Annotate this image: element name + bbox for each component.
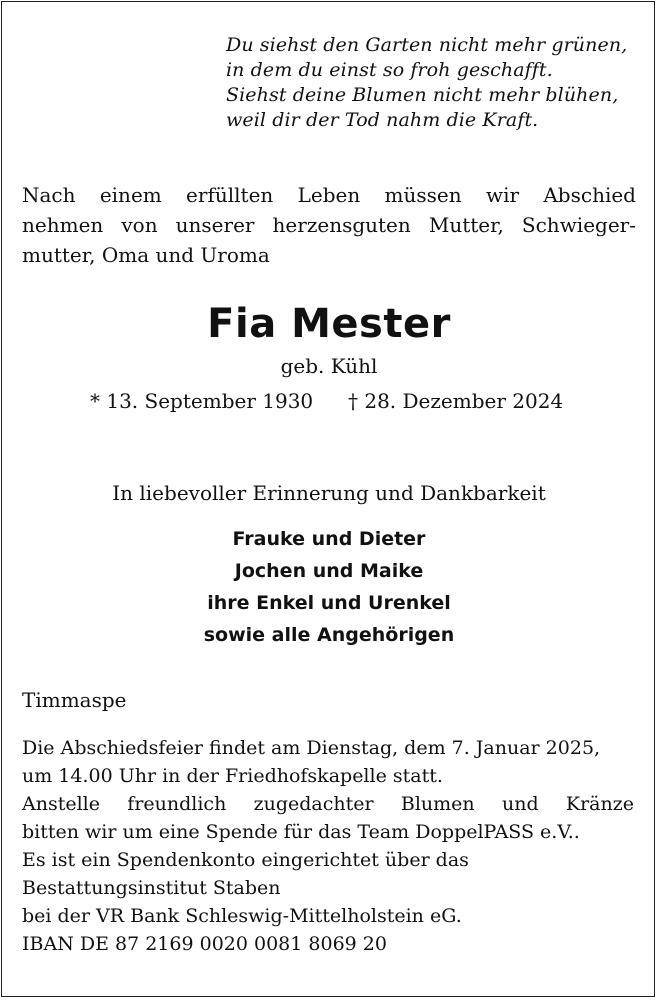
funeral-line: bei der VR Bank Schleswig-Mittelholstein eG. [22,905,462,927]
mourner: Jochen und Maike [234,560,424,582]
intro-line: Nach einem erfüllten Leben müssen wir Abschied [22,183,636,207]
poem-line: in dem du einst so froh geschafft. [226,59,553,81]
funeral-line: Anstelle freundlich zugedachter Blumen und Kränze [22,793,634,815]
death-date: † 28. Dezember 2024 [348,389,564,413]
intro-line: nehmen von unserer herzensguten Mutter, Schwieger- [22,213,636,237]
funeral-line: um 14.00 Uhr in der Friedhofskapelle statt. [22,765,443,787]
iban: IBAN DE 87 2169 0020 0081 8069 20 [22,933,387,955]
funeral-line: Bestattungsinstitut Staben [22,877,281,899]
place: Timmaspe [22,688,127,712]
funeral-line: bitten wir um eine Spende für das Team DoppelPASS e.V.. [22,821,580,843]
maiden-name: geb. Kühl [280,354,378,378]
mourners-list [0,523,658,651]
mourner: sowie alle Angehörigen [203,624,455,646]
mourner: ihre Enkel und Urenkel [207,592,451,614]
mourner: Frauke und Dieter [232,528,426,550]
funeral-line: Es ist ein Spendenkonto eingerichtet über das [22,849,469,871]
memory-line: In liebevoller Erinnerung und Dankbarkeit [112,481,546,505]
deceased-name: Fia Mester [207,301,451,347]
poem [226,33,627,133]
birth-date: * 13. September 1930 [90,389,314,413]
funeral-info [22,734,634,958]
intro-line: mutter, Oma und Uroma [22,243,270,267]
poem-line: weil dir der Tod nahm die Kraft. [226,109,539,131]
intro-text [22,180,636,270]
poem-line: Du siehst den Garten nicht mehr grünen, [226,34,628,56]
funeral-line: Die Abschiedsfeier findet am Dienstag, dem 7. Januar 2025, [22,737,601,759]
poem-line: Siehst deine Blumen nicht mehr blühen, [226,84,619,106]
